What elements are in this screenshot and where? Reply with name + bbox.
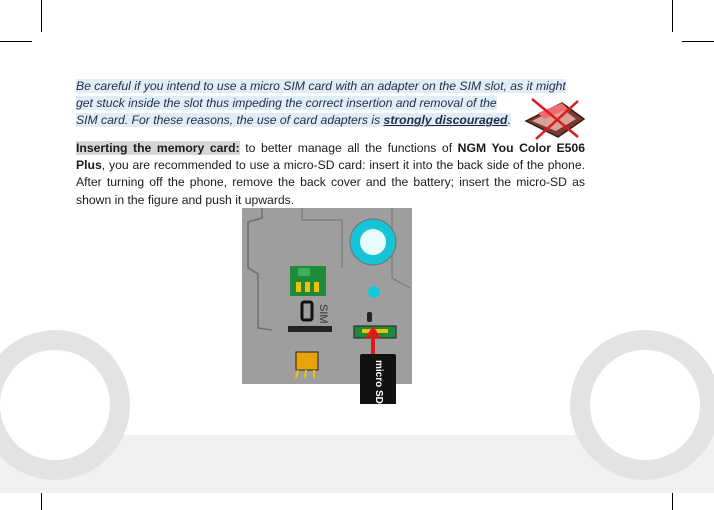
adapter-warning: Be careful if you intend to use a micro SIM card with an adapter on the SIM slot, as it might get stuck inside the slot thus impeding the correct insertion and removal of the SIM card. For these reasons, the use of card adapters is strongly discouraged. xyxy=(76,79,566,128)
warning-line-3: SIM card. For these reasons, the use of card adapters is xyxy=(76,113,384,128)
sim-adapter-crossed-icon xyxy=(518,95,590,143)
crop-mark xyxy=(672,0,673,32)
battery-connector xyxy=(288,326,332,332)
card-label: micro SD xyxy=(373,360,384,404)
memory-card-heading: Inserting the memory card: xyxy=(76,141,240,155)
warning-line-2: get stuck inside the slot thus impeding the correct insertion and removal of the xyxy=(76,96,497,111)
memory-card-paragraph: Inserting the memory card: to better manage all the functions of NGM You Color E506 Plus, you are recommended to use a micro-SD card: insert it into the back side of the phone. After turning off the phone, remove the back cover and the battery; insert the micro-SD as shown in the figure and push it upwards. xyxy=(76,141,585,207)
warning-line-1: Be careful if you intend to use a micro SIM card with an adapter on the SIM slot, as it might xyxy=(76,79,566,93)
crop-mark xyxy=(0,41,32,42)
crop-mark xyxy=(682,41,714,42)
footer-strip xyxy=(85,497,714,505)
crop-mark xyxy=(41,0,42,32)
flash-icon xyxy=(368,286,380,298)
warning-emphasis: strongly discouraged xyxy=(383,113,508,128)
product-name: NGM You Color E506 Plus xyxy=(76,141,585,173)
phone-back-figure xyxy=(242,208,412,404)
watermark-right xyxy=(570,330,714,480)
sim-label: SIM xyxy=(317,304,329,324)
